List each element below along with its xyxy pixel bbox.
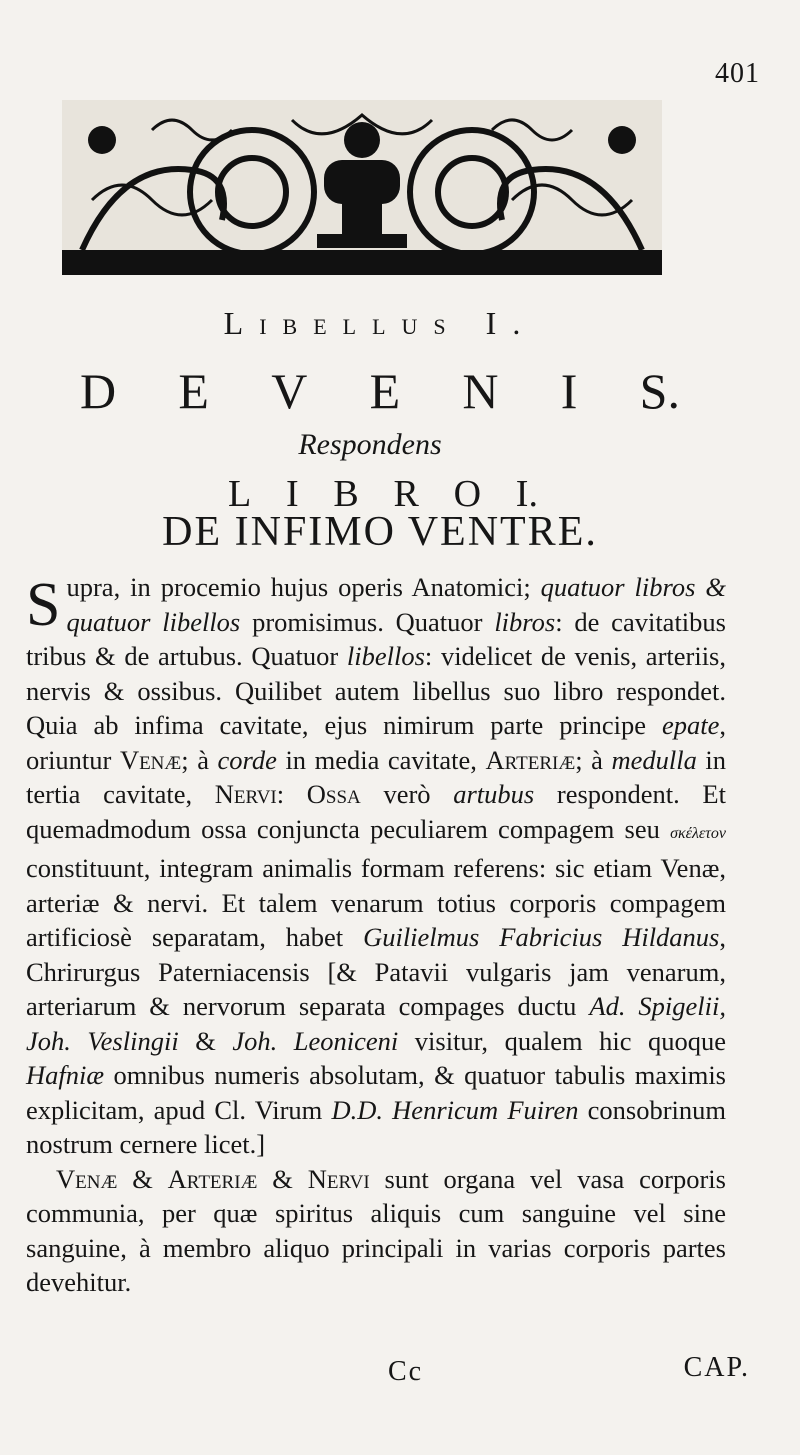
text-run: & [117, 1163, 168, 1194]
text-run: promisimus. Quatuor [240, 606, 495, 637]
paragraph-2 [26, 1162, 726, 1300]
text-run: ; à [181, 744, 218, 775]
libro-letter: I. [515, 473, 538, 515]
smallcaps-run: Ossa [306, 779, 361, 809]
libellus-heading: Libellus I. [223, 305, 537, 341]
title-letter: E [178, 363, 209, 419]
text-run: ; à [575, 744, 612, 775]
italic-run: epate [661, 710, 720, 740]
text-run: : videlicet de venis, arteriis, nervis & ossibus. Quilibet autem libellus suo libro respondet. Quia ab infima cavitate, ejus nimirum parte principe [26, 641, 727, 740]
text-run: verò [360, 779, 454, 809]
body-text [26, 570, 726, 1300]
libro-letter: R [393, 473, 419, 515]
italic-run: libellos [346, 641, 425, 671]
text-run: sunt organa vel vasa corporis communia, per quæ spiritus aliquis cum sanguine vel sine sanguine, à membro aliquo principali in varias corporis partes devehitur. [26, 1163, 726, 1297]
italic-run: libros [494, 606, 556, 637]
italic-run: Joh. Leoniceni [232, 1025, 399, 1056]
text-run: : [276, 779, 307, 809]
smallcaps-run: Venæ [119, 744, 182, 775]
text-run: , oriuntur [26, 710, 726, 775]
smallcaps-run: Arteriæ [485, 744, 576, 775]
text-run: , Chrirurgus Paterniacensis [& Patavii vulgaris jam venarum, arteriarum & nervorum separata compages ductu [26, 922, 726, 1021]
text-run: visitur, qualem hic quoque [398, 1025, 726, 1056]
ornamental-headpiece [62, 100, 662, 275]
text-run: upra, in procemio hujus operis Anatomici; [66, 572, 541, 602]
title-letter: N [462, 363, 499, 419]
subtitle-de-infimo-ventre: DE INFIMO VENTRE. [162, 509, 598, 555]
text-run: & [178, 1025, 233, 1056]
paragraph-1 [26, 570, 726, 1162]
signature-mark: Cc [388, 1356, 424, 1387]
italic-run: quatuor libros & quatuor libellos [66, 572, 726, 637]
title-letter: I [560, 363, 578, 419]
italic-run: Hafniæ [26, 1060, 105, 1090]
italic-run: D.D. Henricum Fuiren [331, 1094, 579, 1125]
italic-run: corde [217, 744, 277, 775]
drop-cap: S [26, 571, 61, 639]
libro-letter: B [333, 473, 359, 515]
greek-run: σκέλετον [670, 824, 726, 842]
italic-run: Guilielmus Fabricius Hildanus [363, 922, 720, 952]
libro-letter: I [285, 473, 299, 515]
smallcaps-run: Arteriæ [167, 1163, 258, 1194]
title-letter: S. [639, 363, 680, 419]
title-de-venis [80, 362, 680, 420]
text-run: constituunt, integram animalis formam referens: sic etiam Venæ, arteriæ & nervi. Et talem venarum totius corporis compagem artificiosè separatam, habet [26, 853, 726, 952]
text-run: in media cavitate, [276, 744, 486, 775]
text-run: : de cavitatibus tribus & de artubus. Quatuor [26, 606, 726, 671]
italic-run: artubus [453, 779, 535, 809]
italic-run: Ad. Spigelii, Joh. Veslingii [26, 991, 726, 1056]
catchword: CAP. [683, 1352, 750, 1383]
page-number: 401 [715, 58, 760, 89]
italic-run: medulla [611, 744, 697, 775]
smallcaps-run: Venæ [56, 1163, 118, 1194]
title-letter: D [80, 363, 117, 419]
respondens-label: Respondens [298, 428, 442, 461]
title-letter: V [271, 363, 308, 419]
libro-letter: L [228, 473, 252, 515]
smallcaps-run: Nervi [307, 1163, 370, 1194]
text-run: consobrinum nostrum cernere licet.] [26, 1094, 727, 1159]
text-run: in tertia cavitate, [26, 744, 727, 809]
smallcaps-run: Nervi [214, 779, 277, 809]
text-run: respondent. Et quemadmodum ossa conjuncta peculiarem compagem seu [26, 779, 726, 844]
title-letter: E [369, 363, 401, 419]
libro-letter: O [453, 473, 482, 515]
text-run: omnibus numeris absolutam, & quatuor tabulis maximis explicitam, apud Cl. Virum [26, 1060, 726, 1125]
text-run: & [257, 1163, 308, 1194]
